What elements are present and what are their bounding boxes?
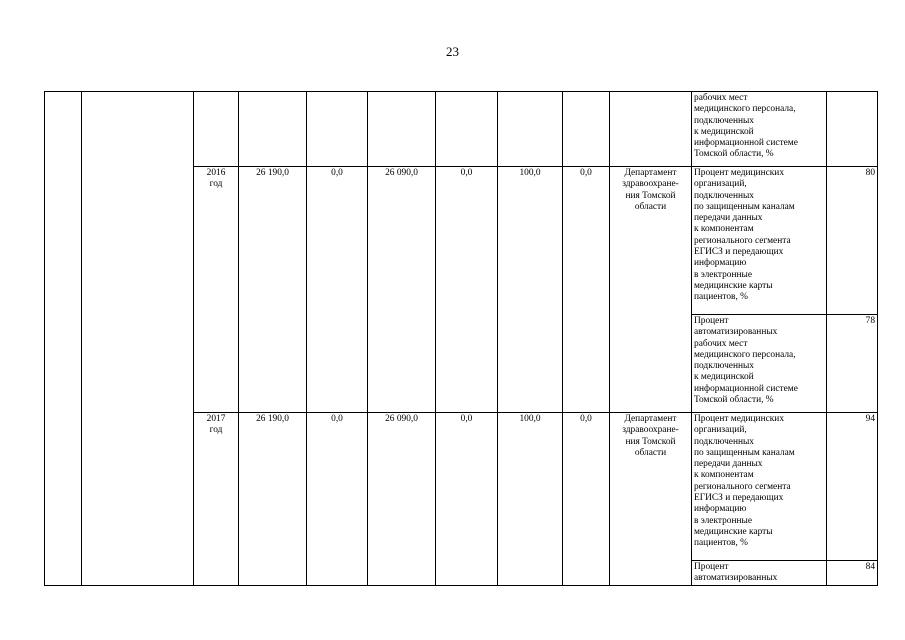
federal-budget-cell: 0,0 [307, 167, 368, 413]
indicator-value-cell: 84 [827, 561, 878, 586]
indicator-cell: Процент автоматизированных рабочих мест медицинского персонала, подключенных к медицинской информационной системе Томской области, % [692, 315, 827, 413]
indicator-value-cell: 94 [827, 413, 878, 561]
regional-budget-cell: 26 090,0 [368, 167, 436, 413]
executor-cell: Департамент здравоохране- ния Томской области [610, 413, 692, 586]
indicator-value-cell [827, 92, 878, 167]
other-cell [563, 92, 610, 167]
total-cell [239, 92, 307, 167]
total-cell: 26 190,0 [239, 413, 307, 586]
extrabudgetary-cell [498, 92, 563, 167]
number-cell [45, 92, 82, 586]
federal-budget-cell: 0,0 [307, 413, 368, 586]
regional-budget-cell: 26 090,0 [368, 413, 436, 586]
total-cell: 26 190,0 [239, 167, 307, 413]
federal-budget-cell [307, 92, 368, 167]
year-cell: 2017 год [194, 413, 239, 586]
indicator-value-cell: 80 [827, 167, 878, 315]
extrabudgetary-cell: 100,0 [498, 167, 563, 413]
local-budget-cell [436, 92, 498, 167]
indicator-cell: Процент автоматизированных [692, 561, 827, 586]
other-cell: 0,0 [563, 167, 610, 413]
year-cell: 2016 год [194, 167, 239, 413]
extrabudgetary-cell: 100,0 [498, 413, 563, 586]
program-table [44, 91, 878, 586]
event-name-cell [82, 92, 194, 586]
indicator-cell: Процент медицинских организаций, подключенных по защищенным каналам передачи данных к компонентам регионального сегмента ЕГИСЗ и передающих информацию в электронные медицинские карты пациентов, % [692, 413, 827, 561]
executor-cell: Департамент здравоохране- ния Томской области [610, 167, 692, 413]
indicator-value-cell: 78 [827, 315, 878, 413]
indicator-cell: Процент медицинских организаций, подключенных по защищенным каналам передачи данных к компонентам регионального сегмента ЕГИСЗ и передающих информацию в электронные медицинские карты пациентов, % [692, 167, 827, 315]
other-cell: 0,0 [563, 413, 610, 586]
table-row [45, 92, 878, 167]
regional-budget-cell [368, 92, 436, 167]
local-budget-cell: 0,0 [436, 167, 498, 413]
local-budget-cell: 0,0 [436, 413, 498, 586]
executor-cell [610, 92, 692, 167]
year-cell [194, 92, 239, 167]
indicator-cell: рабочих мест медицинского персонала, подключенных к медицинской информационной системе Томской области, % [692, 92, 827, 167]
page-number: 23 [446, 44, 459, 59]
